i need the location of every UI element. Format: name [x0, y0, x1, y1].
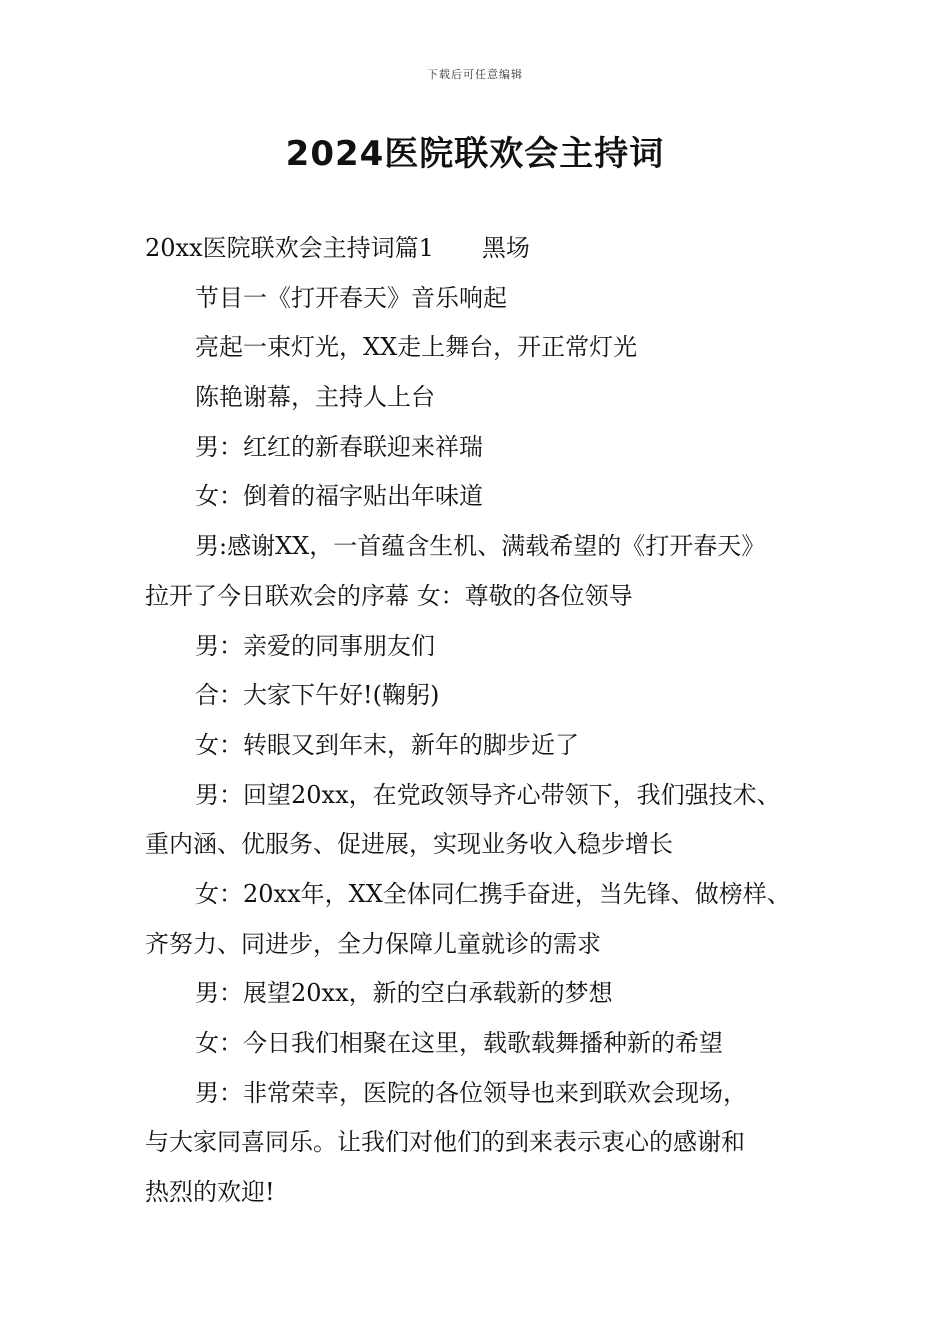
paragraph-line: 男：回望20xx，在党政领导齐心带领下，我们强技术、 [195, 780, 781, 809]
document-body [145, 224, 835, 1218]
paragraph-line: 男:感谢XX，一首蕴含生机、满载希望的《打开春天》 [195, 532, 766, 561]
stage-cue: 黑场 [481, 234, 530, 262]
paragraph-line: 男：非常荣幸，医院的各位领导也来到联欢会现场， [195, 1078, 747, 1107]
page-title: 2024医院联欢会主持词 [285, 134, 665, 174]
paragraph-line-continued: 齐努力、同进步，全力保障儿童就诊的需求 [145, 929, 601, 958]
paragraph-line: 女：转眼又到年末，新年的脚步近了 [195, 730, 579, 759]
paragraph-line: 女：20xx年，XX全体同仁携手奋进，当先锋、做榜样、 [195, 879, 791, 908]
paragraph-line-continued: 热烈的欢迎! [145, 1178, 275, 1207]
paragraph-line: 女：倒着的福字贴出年味道 [195, 482, 483, 511]
paragraph-line: 男：红红的新春联迎来祥瑞 [195, 432, 483, 461]
paragraph-line: 陈艳谢幕，主持人上台 [195, 383, 435, 412]
paragraph-line: 男：亲爱的同事朋友们 [195, 631, 435, 660]
section-heading: 20xx医院联欢会主持词篇1 [145, 234, 434, 262]
header-note: 下载后可任意编辑 [427, 68, 523, 81]
paragraph-line-continued: 与大家同喜同乐。让我们对他们的到来表示衷心的感谢和 [145, 1128, 745, 1157]
paragraph-line: 节目一《打开春天》音乐响起 [195, 283, 507, 312]
paragraph-line: 男：展望20xx，新的空白承载新的梦想 [195, 979, 613, 1008]
paragraph-line-continued: 重内涵、优服务、促进展，实现业务收入稳步增长 [145, 830, 673, 859]
paragraph-line-continued: 拉开了今日联欢会的序幕 女：尊敬的各位领导 [145, 581, 633, 610]
paragraph-line: 合：大家下午好!(鞠躬) [195, 681, 440, 710]
paragraph-line: 女：今日我们相聚在这里，载歌载舞播种新的希望 [195, 1029, 723, 1057]
paragraph-line: 亮起一束灯光，XX走上舞台，开正常灯光 [195, 333, 638, 362]
paragraph-line-heading [145, 224, 835, 274]
